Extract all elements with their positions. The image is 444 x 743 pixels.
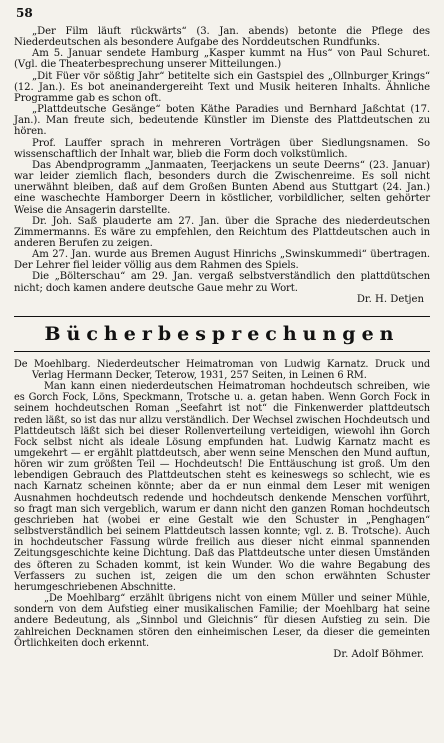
book-review-section xyxy=(14,359,430,649)
section1-signature: Dr. H. Detjen xyxy=(356,293,424,305)
review-signature: Dr. Adolf Böhmer. xyxy=(333,648,424,660)
paragraph: „Dit Füer vör sößtig Jahr“ betitelte sich ein Gastspiel des „Ollnburger Krings“ (12. Jan.). Es bot aneinandergereiht Text und Musik heiteren Inhalts. Ähnliche Programme gab es schon oft. xyxy=(14,70,430,104)
paragraph: Die „Bölterschau“ am 29. Jan. vergaß selbstverständlich den plattdütschen nicht; doch kamen andere deutsche Gaue mehr zu Wort. xyxy=(14,271,430,294)
paragraph: Am 27. Jan. wurde aus Bremen August Hinrichs „Swinskummedi“ übertragen. Der Lehrer fiel leider völlig aus dem Rahmen des Spiels. xyxy=(14,249,430,272)
review-citation: De Moehlbarg. Niederdeutscher Heimatroman von Ludwig Karnatz. Druck und Verlag Hermann Decker, Teterow, 1931, 257 Seiten, in Leinen 6 RM. xyxy=(14,358,430,381)
divider-top xyxy=(14,316,430,317)
paragraph: Prof. Lauffer sprach in mehreren Vorträgen über Siedlungsnamen. So wissenschaftlich der Inhalt war, blieb die Form doch volkstümlich. xyxy=(14,137,430,160)
section-heading: Bücherbesprechungen xyxy=(44,322,400,345)
paragraph: Am 5. Januar sendete Hamburg „Kasper kummt na Hus“ von Paul Schuret. (Vgl. die Theaterbesprechung unserer Mitteilungen.) xyxy=(14,48,430,71)
paragraph: Dr. Joh. Saß plauderte am 27. Jan. über die Sprache des niederdeutschen Zimmermanns. Es wäre zu empfehlen, den Reichtum des Plattdeutschen auch in anderen Berufen zu zeigen. xyxy=(14,215,430,249)
review-body-continued: „De Moehlbarg“ erzählt übrigens nicht von einem Müller und seiner Mühle, sondern von dem Aufstieg einer musikalischen Familie; der Moehlbarg hat seine andere Bedeutung, als „Sinnbol und Gleichnis“ für diesen Aufstieg zu sein. Die zahlreichen Decknamen stören den einheimischen Leser, da dieser die gemeinten Örtlichkeiten doch erkennt. xyxy=(14,593,430,649)
paragraph: „Der Film läuft rückwärts“ (3. Jan. abends) betonte die Pflege des Niederdeutschen als besondere Aufgabe des Norddeutschen Rundfunks. xyxy=(14,26,430,49)
paragraph: „Plattdeutsche Gesänge“ boten Käthe Paradies und Bernhard Jaßchtat (17. Jan.). Man freute sich, bedeutende Künstler im Dienste des Plattdeutschen zu hören. xyxy=(14,104,430,138)
paragraph: Das Abendprogramm „Janmaaten, Teerjackens un seute Deerns“ (23. Januar) war leider ziemlich flach, besonders durch die Zwischenreime. Es soll nicht unerwähnt bleiben, daß auf dem Großen Bunten Abend aus Stuttgart (24. Jan.) eine waschechte Hamborger Deern in köstlicher, vorbildlicher, selten gehörter Weise die Ansagerin darstellte. xyxy=(14,159,430,216)
page-number: 58 xyxy=(16,6,33,20)
radio-report-section xyxy=(14,26,430,294)
review-body: Man kann einen niederdeutschen Heimatroman hochdeutsch schreiben, wie es Gorch Fock, Löns, Speckmann, Trotsche u. a. getan haben. Wenn Gorch Fock in seinem hochdeutschen Roman „Seefahrt ist not“ die Finkenwerder plattdeutsch reden läßt, so ist das nur allzu verständlich. Der Wechsel zwischen Hochdeutsch und Plattdeutsch läßt sich bei dieser Rollenverteilung verteidigen, wiewohl ihn Gorch Fock selbst nicht als ideale Lösung empfunden hat. Ludwig Karnatz macht es umgekehrt — er ergählt plattdeutsch, aber wenn seine Menschen den Mund auftun, hören wir zum größten Teil — Hochdeutsch! Die Enttäuschung ist groß. Um den lebendigen Gebrauch des Plattdeutschen steht es keineswegs so schlecht, wie es nach Karnatz scheinen könnte; aber da er nun einmal dem Leser mit wenigen Ausnahmen hochdeutsch redende und hochdeutsch denkende Menschen vorführt, so fragt man sich vergeblich, warum er dann nicht den ganzen Roman hochdeutsch geschrieben hat (wobei er eine Gestalt wie den Schuster in „Penghagen“ selbstverständlich bei seinem Plattdeutsch lassen konnte; vgl. z. B. Trotsche). Auch in hochdeutscher Fassung würde freilich aus dieser nicht einmal spannenden Zeitungsgeschichte keine Dichtung. Daß das Plattdeutsche unter diesen Umständen des öfteren zu Schaden kommt, ist kein Wunder. Wo die wahre Begabung des Verfassers zu suchen ist, zeigen die um den schon erwähnten Schuster herumgeschriebenen Abschnitte. xyxy=(14,381,430,593)
divider-bottom xyxy=(14,351,430,352)
